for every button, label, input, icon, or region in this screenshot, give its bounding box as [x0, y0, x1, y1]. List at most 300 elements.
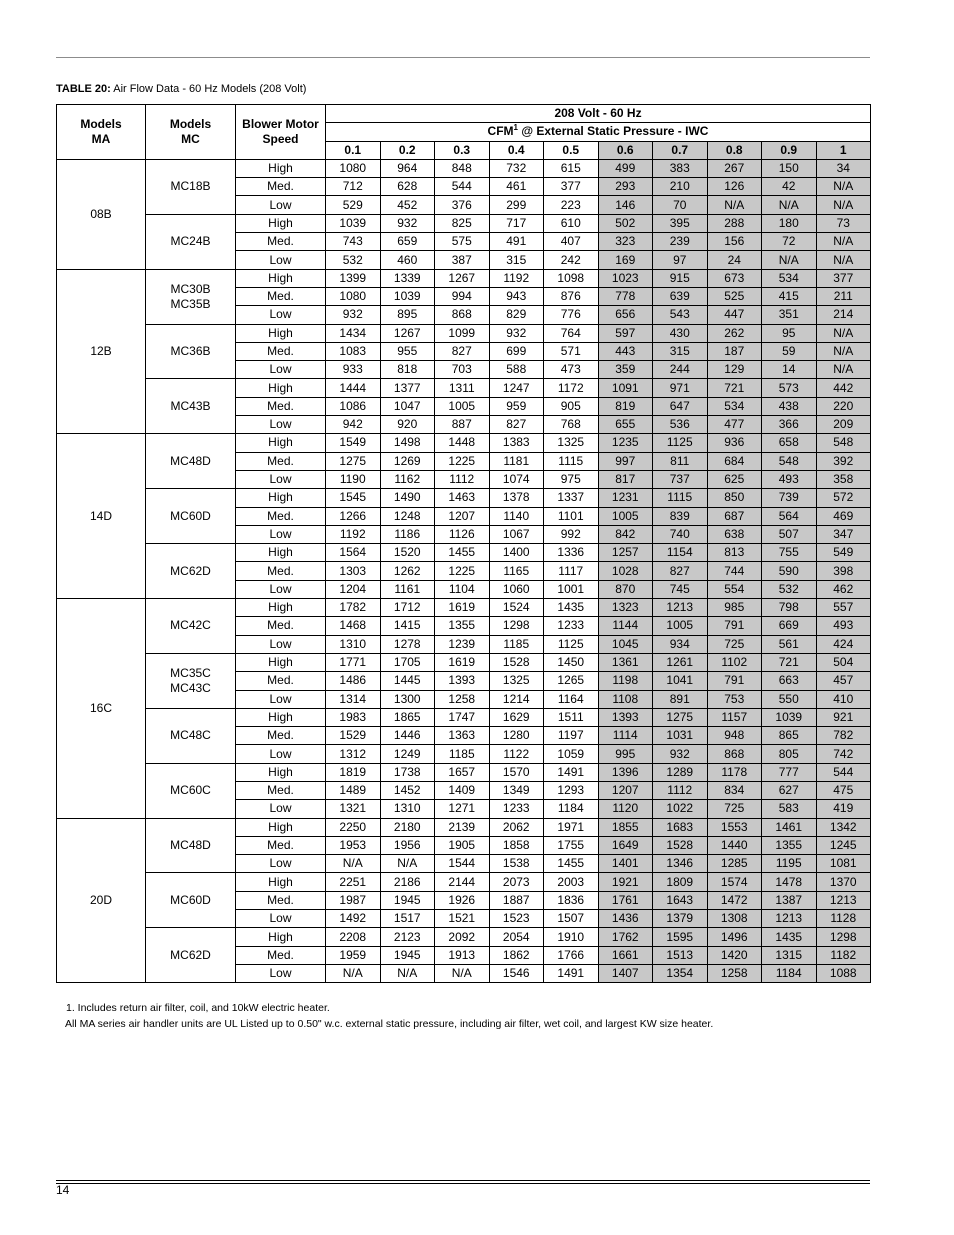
cfm-value-cell: 392: [816, 452, 871, 470]
cfm-value-cell: 1144: [598, 617, 653, 635]
cfm-value-cell: 214: [816, 306, 871, 324]
cfm-value-cell: 1257: [598, 544, 653, 562]
model-mc-cell: [146, 544, 236, 599]
header-models-mc: [146, 105, 236, 160]
cfm-value-cell: 1310: [380, 800, 435, 818]
cfm-value-cell: 1905: [435, 836, 490, 854]
cfm-value-cell: 1271: [435, 800, 490, 818]
cfm-value-cell: 347: [816, 525, 871, 543]
cfm-value-cell: 1492: [326, 910, 381, 928]
table-row: [57, 873, 871, 891]
cfm-value-cell: 647: [653, 397, 708, 415]
caption-label: TABLE 20:: [56, 83, 111, 95]
cfm-value-cell: 438: [762, 397, 817, 415]
cfm-value-cell: 1434: [326, 324, 381, 342]
cfm-value-cell: 1574: [707, 873, 762, 891]
cfm-value-cell: 1104: [435, 580, 490, 598]
cfm-value-cell: 377: [544, 178, 599, 196]
cfm-value-cell: 323: [598, 233, 653, 251]
cfm-value-cell: 933: [326, 361, 381, 379]
cfm-value-cell: 1197: [544, 727, 599, 745]
cfm-value-cell: 1184: [762, 964, 817, 982]
cfm-value-cell: 1498: [380, 434, 435, 452]
cfm-value-cell: 876: [544, 287, 599, 305]
cfm-value-cell: 1409: [435, 781, 490, 799]
cfm-value-cell: 1401: [598, 855, 653, 873]
cfm-value-cell: 1275: [326, 452, 381, 470]
cfm-value-cell: 351: [762, 306, 817, 324]
cfm-value-cell: 73: [816, 214, 871, 232]
cfm-value-cell: 1762: [598, 928, 653, 946]
model-ma-cell: 16C: [57, 599, 146, 819]
cfm-value-cell: 827: [489, 416, 544, 434]
cfm-value-cell: 659: [380, 233, 435, 251]
cfm-value-cell: 721: [707, 379, 762, 397]
header-cfm-footnote-mark: 1: [513, 123, 518, 133]
cfm-value-cell: 1099: [435, 324, 490, 342]
cfm-value-cell: 1185: [489, 635, 544, 653]
cfm-value-cell: 1435: [762, 928, 817, 946]
cfm-value-cell: 1399: [326, 269, 381, 287]
cfm-value-cell: 1164: [544, 690, 599, 708]
cfm-value-cell: 1354: [653, 964, 708, 982]
cfm-value-cell: 1325: [489, 672, 544, 690]
speed-cell: High: [236, 873, 326, 891]
speed-cell: High: [236, 489, 326, 507]
table-row: [57, 269, 871, 287]
speed-cell: Low: [236, 196, 326, 214]
cfm-value-cell: 1181: [489, 452, 544, 470]
cfm-value-cell: 1819: [326, 763, 381, 781]
speed-cell: High: [236, 708, 326, 726]
speed-cell: Low: [236, 416, 326, 434]
speed-cell: High: [236, 544, 326, 562]
model-mc-cell: [146, 708, 236, 763]
cfm-value-cell: 1544: [435, 855, 490, 873]
cfm-value-cell: N/A: [762, 196, 817, 214]
cfm-value-cell: 959: [489, 397, 544, 415]
cfm-value-cell: 827: [653, 562, 708, 580]
cfm-value-cell: 1361: [598, 653, 653, 671]
cfm-value-cell: N/A: [816, 361, 871, 379]
cfm-value-cell: 1161: [380, 580, 435, 598]
pressure-header-cell: 0.3: [435, 141, 490, 159]
cfm-value-cell: 1225: [435, 452, 490, 470]
cfm-value-cell: 477: [707, 416, 762, 434]
cfm-value-cell: 1031: [653, 727, 708, 745]
cfm-value-cell: 415: [762, 287, 817, 305]
cfm-value-cell: 1355: [435, 617, 490, 635]
speed-cell: High: [236, 379, 326, 397]
cfm-value-cell: 817: [598, 470, 653, 488]
table-row: [57, 599, 871, 617]
cfm-value-cell: 1400: [489, 544, 544, 562]
cfm-value-cell: 1747: [435, 708, 490, 726]
model-ma-cell: 14D: [57, 434, 146, 599]
cfm-value-cell: 2144: [435, 873, 490, 891]
cfm-value-cell: 129: [707, 361, 762, 379]
pressure-header-cell: 0.4: [489, 141, 544, 159]
cfm-value-cell: 2208: [326, 928, 381, 946]
table-row: [57, 214, 871, 232]
cfm-value-cell: 1261: [653, 653, 708, 671]
cfm-value-cell: 1039: [762, 708, 817, 726]
cfm-value-cell: 1528: [489, 653, 544, 671]
cfm-value-cell: 597: [598, 324, 653, 342]
cfm-value-cell: 544: [816, 763, 871, 781]
cfm-value-cell: 673: [707, 269, 762, 287]
header-cfm-label: CFM: [487, 124, 514, 139]
cfm-value-cell: 850: [707, 489, 762, 507]
caption-text: Air Flow Data - 60 Hz Models (208 Volt): [113, 83, 307, 95]
cfm-value-cell: 971: [653, 379, 708, 397]
cfm-value-cell: 868: [707, 745, 762, 763]
cfm-value-cell: 242: [544, 251, 599, 269]
cfm-value-cell: 1463: [435, 489, 490, 507]
cfm-value-cell: 1285: [707, 855, 762, 873]
cfm-value-cell: 742: [816, 745, 871, 763]
cfm-value-cell: 1921: [598, 873, 653, 891]
speed-cell: High: [236, 818, 326, 836]
model-mc-name: MC36B: [170, 344, 211, 358]
cfm-value-cell: 299: [489, 196, 544, 214]
cfm-value-cell: 1045: [598, 635, 653, 653]
cfm-value-cell: 1041: [653, 672, 708, 690]
cfm-value-cell: 1393: [598, 708, 653, 726]
model-mc-cell: [146, 434, 236, 489]
cfm-value-cell: 209: [816, 416, 871, 434]
cfm-value-cell: 1086: [326, 397, 381, 415]
cfm-value-cell: 1125: [544, 635, 599, 653]
model-ma-cell: 08B: [57, 159, 146, 269]
cfm-value-cell: 1266: [326, 507, 381, 525]
cfm-value-cell: 717: [489, 214, 544, 232]
cfm-value-cell: 1407: [598, 964, 653, 982]
top-rule: [56, 57, 870, 58]
cfm-value-cell: 1472: [707, 891, 762, 909]
cfm-value-cell: 656: [598, 306, 653, 324]
pressure-header-cell: 0.2: [380, 141, 435, 159]
cfm-value-cell: 1060: [489, 580, 544, 598]
cfm-value-cell: 1887: [489, 891, 544, 909]
cfm-value-cell: 1468: [326, 617, 381, 635]
cfm-value-cell: 1245: [816, 836, 871, 854]
cfm-value-cell: 210: [653, 178, 708, 196]
cfm-value-cell: 293: [598, 178, 653, 196]
cfm-value-cell: 573: [762, 379, 817, 397]
speed-cell: Low: [236, 306, 326, 324]
model-mc-name: MC62D: [170, 947, 211, 962]
cfm-value-cell: N/A: [380, 855, 435, 873]
cfm-value-cell: 1182: [816, 946, 871, 964]
speed-cell: Med.: [236, 452, 326, 470]
cfm-value-cell: 628: [380, 178, 435, 196]
speed-cell: Low: [236, 690, 326, 708]
cfm-value-cell: 1520: [380, 544, 435, 562]
cfm-value-cell: 737: [653, 470, 708, 488]
cfm-value-cell: 1478: [762, 873, 817, 891]
cfm-value-cell: 507: [762, 525, 817, 543]
cfm-value-cell: 932: [326, 306, 381, 324]
speed-cell: Med.: [236, 507, 326, 525]
table-row: [57, 708, 871, 726]
cfm-value-cell: 1661: [598, 946, 653, 964]
cfm-value-cell: 2062: [489, 818, 544, 836]
cfm-value-cell: 834: [707, 781, 762, 799]
cfm-value-cell: 575: [435, 233, 490, 251]
cfm-value-cell: 2123: [380, 928, 435, 946]
speed-cell: Low: [236, 910, 326, 928]
speed-cell: Low: [236, 855, 326, 873]
speed-cell: Med.: [236, 178, 326, 196]
model-mc-cell: [146, 214, 236, 269]
cfm-value-cell: 1154: [653, 544, 708, 562]
cfm-value-cell: 865: [762, 727, 817, 745]
model-mc-name: MC35C: [170, 665, 211, 680]
model-mc-cell: [146, 269, 236, 324]
cfm-value-cell: 583: [762, 800, 817, 818]
cfm-value-cell: 848: [435, 159, 490, 177]
cfm-value-cell: 1448: [435, 434, 490, 452]
table-body: [57, 159, 871, 982]
cfm-value-cell: 1091: [598, 379, 653, 397]
cfm-value-cell: 1865: [380, 708, 435, 726]
cfm-value-cell: 663: [762, 672, 817, 690]
cfm-value-cell: 315: [653, 342, 708, 360]
model-mc-cell: [146, 599, 236, 654]
cfm-value-cell: 525: [707, 287, 762, 305]
cfm-value-cell: 994: [435, 287, 490, 305]
cfm-value-cell: 1258: [435, 690, 490, 708]
model-mc-cell: [146, 489, 236, 544]
cfm-value-cell: 499: [598, 159, 653, 177]
cfm-value-cell: 1683: [653, 818, 708, 836]
cfm-value-cell: 493: [762, 470, 817, 488]
cfm-value-cell: 366: [762, 416, 817, 434]
cfm-value-cell: 1570: [489, 763, 544, 781]
cfm-value-cell: 1192: [489, 269, 544, 287]
cfm-value-cell: 669: [762, 617, 817, 635]
cfm-value-cell: 778: [598, 287, 653, 305]
model-mc-name: MC60C: [170, 783, 211, 798]
cfm-value-cell: 1619: [435, 653, 490, 671]
cfm-value-cell: N/A: [707, 196, 762, 214]
cfm-value-cell: 943: [489, 287, 544, 305]
cfm-value-cell: 1022: [653, 800, 708, 818]
cfm-value-cell: 868: [435, 306, 490, 324]
cfm-value-cell: 1956: [380, 836, 435, 854]
cfm-value-cell: 1517: [380, 910, 435, 928]
cfm-value-cell: 2073: [489, 873, 544, 891]
table-row: [57, 653, 871, 671]
cfm-value-cell: 42: [762, 178, 817, 196]
cfm-value-cell: 473: [544, 361, 599, 379]
cfm-value-cell: 150: [762, 159, 817, 177]
cfm-value-cell: 387: [435, 251, 490, 269]
cfm-value-cell: 1553: [707, 818, 762, 836]
cfm-value-cell: 223: [544, 196, 599, 214]
cfm-value-cell: 1766: [544, 946, 599, 964]
cfm-value-cell: 625: [707, 470, 762, 488]
cfm-value-cell: 932: [489, 324, 544, 342]
cfm-value-cell: 791: [707, 672, 762, 690]
speed-cell: Med.: [236, 727, 326, 745]
cfm-value-cell: 811: [653, 452, 708, 470]
cfm-value-cell: 791: [707, 617, 762, 635]
table-row: [57, 379, 871, 397]
cfm-value-cell: 1507: [544, 910, 599, 928]
model-mc-name: MC42C: [170, 618, 211, 633]
cfm-value-cell: 1564: [326, 544, 381, 562]
cfm-value-cell: 1983: [326, 708, 381, 726]
cfm-value-cell: N/A: [816, 233, 871, 251]
cfm-value-cell: 1521: [435, 910, 490, 928]
cfm-value-cell: 267: [707, 159, 762, 177]
cfm-value-cell: 358: [816, 470, 871, 488]
cfm-value-cell: 1190: [326, 470, 381, 488]
cfm-value-cell: 1546: [489, 964, 544, 982]
cfm-value-cell: 932: [380, 214, 435, 232]
cfm-value-cell: 1184: [544, 800, 599, 818]
cfm-value-cell: 452: [380, 196, 435, 214]
cfm-value-cell: 684: [707, 452, 762, 470]
cfm-value-cell: 187: [707, 342, 762, 360]
cfm-value-cell: 146: [598, 196, 653, 214]
cfm-value-cell: 72: [762, 233, 817, 251]
cfm-value-cell: 934: [653, 635, 708, 653]
model-mc-name: MC30B: [170, 281, 211, 296]
cfm-value-cell: 1293: [544, 781, 599, 799]
cfm-value-cell: 1649: [598, 836, 653, 854]
model-mc-name: MC35B: [170, 296, 211, 311]
speed-cell: Med.: [236, 562, 326, 580]
cfm-value-cell: 1247: [489, 379, 544, 397]
cfm-value-cell: 1452: [380, 781, 435, 799]
cfm-value-cell: 1115: [653, 489, 708, 507]
cfm-value-cell: 1415: [380, 617, 435, 635]
cfm-value-cell: 699: [489, 342, 544, 360]
cfm-value-cell: N/A: [816, 324, 871, 342]
cfm-value-cell: 1204: [326, 580, 381, 598]
model-mc-name: MC18B: [170, 179, 211, 194]
cfm-value-cell: 1248: [380, 507, 435, 525]
cfm-value-cell: N/A: [816, 196, 871, 214]
cfm-value-cell: 1117: [544, 562, 599, 580]
cfm-value-cell: 1491: [544, 763, 599, 781]
cfm-value-cell: 1080: [326, 287, 381, 305]
cfm-value-cell: 493: [816, 617, 871, 635]
cfm-value-cell: 1321: [326, 800, 381, 818]
cfm-value-cell: 1528: [653, 836, 708, 854]
cfm-value-cell: 1289: [653, 763, 708, 781]
cfm-value-cell: 419: [816, 800, 871, 818]
cfm-value-cell: 502: [598, 214, 653, 232]
cfm-value-cell: 753: [707, 690, 762, 708]
cfm-value-cell: 610: [544, 214, 599, 232]
cfm-value-cell: 1074: [489, 470, 544, 488]
cfm-value-cell: 1336: [544, 544, 599, 562]
cfm-value-cell: 798: [762, 599, 817, 617]
model-mc-name: MC24B: [170, 234, 211, 249]
cfm-value-cell: 985: [707, 599, 762, 617]
cfm-value-cell: 655: [598, 416, 653, 434]
cfm-value-cell: N/A: [816, 178, 871, 196]
cfm-value-cell: 1953: [326, 836, 381, 854]
cfm-value-cell: 997: [598, 452, 653, 470]
cfm-value-cell: 1098: [544, 269, 599, 287]
cfm-value-cell: 1112: [435, 470, 490, 488]
cfm-value-cell: 1178: [707, 763, 762, 781]
speed-cell: High: [236, 763, 326, 781]
cfm-value-cell: 615: [544, 159, 599, 177]
speed-cell: Low: [236, 745, 326, 763]
cfm-value-cell: 1298: [489, 617, 544, 635]
cfm-value-cell: 1265: [544, 672, 599, 690]
table-row: [57, 434, 871, 452]
bottom-rule-double: [56, 1183, 870, 1184]
model-ma-cell: 12B: [57, 269, 146, 434]
cfm-value-cell: 2250: [326, 818, 381, 836]
cfm-value-cell: 1987: [326, 891, 381, 909]
cfm-value-cell: 905: [544, 397, 599, 415]
cfm-value-cell: 554: [707, 580, 762, 598]
cfm-value-cell: 572: [816, 489, 871, 507]
cfm-value-cell: 1323: [598, 599, 653, 617]
cfm-value-cell: 870: [598, 580, 653, 598]
cfm-value-cell: 536: [653, 416, 708, 434]
cfm-value-cell: 24: [707, 251, 762, 269]
cfm-value-cell: 1945: [380, 891, 435, 909]
cfm-value-cell: 447: [707, 306, 762, 324]
speed-cell: Low: [236, 251, 326, 269]
cfm-value-cell: 813: [707, 544, 762, 562]
cfm-value-cell: 543: [653, 306, 708, 324]
cfm-value-cell: 891: [653, 690, 708, 708]
cfm-value-cell: 948: [707, 727, 762, 745]
cfm-value-cell: 1342: [816, 818, 871, 836]
cfm-value-cell: 658: [762, 434, 817, 452]
cfm-value-cell: 460: [380, 251, 435, 269]
table-row: [57, 159, 871, 177]
speed-cell: Med.: [236, 891, 326, 909]
cfm-value-cell: 1122: [489, 745, 544, 763]
cfm-value-cell: 126: [707, 178, 762, 196]
cfm-value-cell: 2092: [435, 928, 490, 946]
speed-cell: Med.: [236, 617, 326, 635]
footnotes: [66, 1000, 713, 1032]
cfm-value-cell: 1298: [816, 928, 871, 946]
cfm-value-cell: 59: [762, 342, 817, 360]
cfm-value-cell: 1461: [762, 818, 817, 836]
cfm-value-cell: 1267: [435, 269, 490, 287]
cfm-value-cell: 819: [598, 397, 653, 415]
model-mc-name: MC48D: [170, 453, 211, 468]
cfm-value-cell: 1081: [816, 855, 871, 873]
cfm-value-cell: 1971: [544, 818, 599, 836]
cfm-value-cell: 1387: [762, 891, 817, 909]
cfm-value-cell: 1491: [544, 964, 599, 982]
cfm-value-cell: 921: [816, 708, 871, 726]
cfm-value-cell: N/A: [326, 964, 381, 982]
table-row: [57, 324, 871, 342]
cfm-value-cell: 1239: [435, 635, 490, 653]
cfm-value-cell: 239: [653, 233, 708, 251]
cfm-value-cell: 1738: [380, 763, 435, 781]
cfm-value-cell: 1162: [380, 470, 435, 488]
speed-cell: Low: [236, 800, 326, 818]
cfm-value-cell: 1549: [326, 434, 381, 452]
cfm-value-cell: 687: [707, 507, 762, 525]
